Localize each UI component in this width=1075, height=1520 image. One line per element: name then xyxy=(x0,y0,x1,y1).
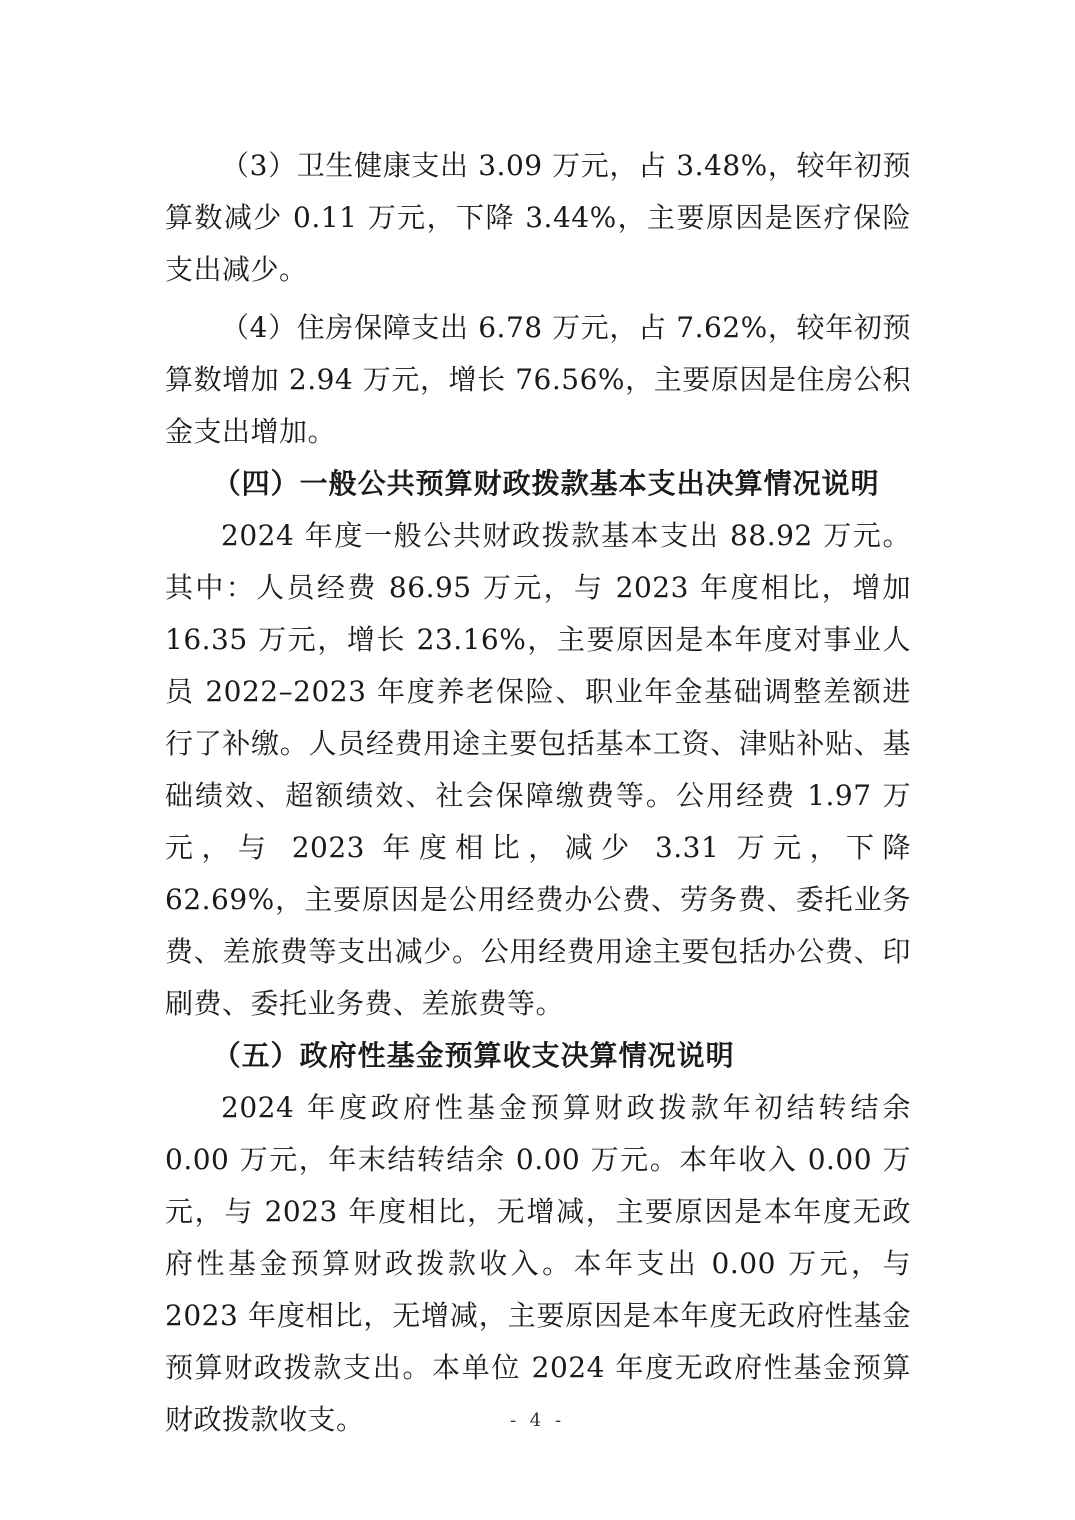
paragraph-government-fund: 2024 年度政府性基金预算财政拨款年初结转结余 0.00 万元，年末结转结余 0.00 万元。本年收入 0.00 万元，与 2023 年度相比，无增减，主要原因是本年度无政府性基金预算财政拨款收入。本年支出 0.00 万元，与 2023 年度相比，无增减，主要原因是本年度无政府性基金预算财政拨款支出。本单位 2024 年度无政府性基金预算财政拨款收支。 xyxy=(165,1091,911,1436)
paragraph-housing-expenditure: （4）住房保障支出 6.78 万元，占 7.62%，较年初预算数增加 2.94 万元，增长 76.56%，主要原因是住房公积金支出增加。 xyxy=(165,311,911,448)
section-heading-basic-expenditure: （四）一般公共预算财政拨款基本支出决算情况说明 xyxy=(212,467,880,500)
page-number: - 4 - xyxy=(509,1410,566,1431)
paragraph-health-expenditure: （3）卫生健康支出 3.09 万元，占 3.48%，较年初预算数减少 0.11 万元，下降 3.44%，主要原因是医疗保险支出减少。 xyxy=(165,149,911,286)
section-heading-government-fund: （五）政府性基金预算收支决算情况说明 xyxy=(212,1039,735,1072)
paragraph-basic-expenditure: 2024 年度一般公共财政拨款基本支出 88.92 万元。其中：人员经费 86.95 万元，与 2023 年度相比，增加 16.35 万元，增长 23.16%，主要原因是本年度对事业人员 2022–2023 年度养老保险、职业年金基础调整差额进行了补缴。人员经费用途主要包括基本工资、津贴补贴、基础绩效、超额绩效、社会保障缴费等。公用经费 1.97 万元，与 2023 年度相比，减少 3.31 万元，下降 62.69%，主要原因是公用经费办公费、劳务费、委托业务费、差旅费等支出减少。公用经费用途主要包括办公费、印刷费、委托业务费、差旅费等。 xyxy=(165,519,911,1020)
document-body xyxy=(165,140,911,1446)
